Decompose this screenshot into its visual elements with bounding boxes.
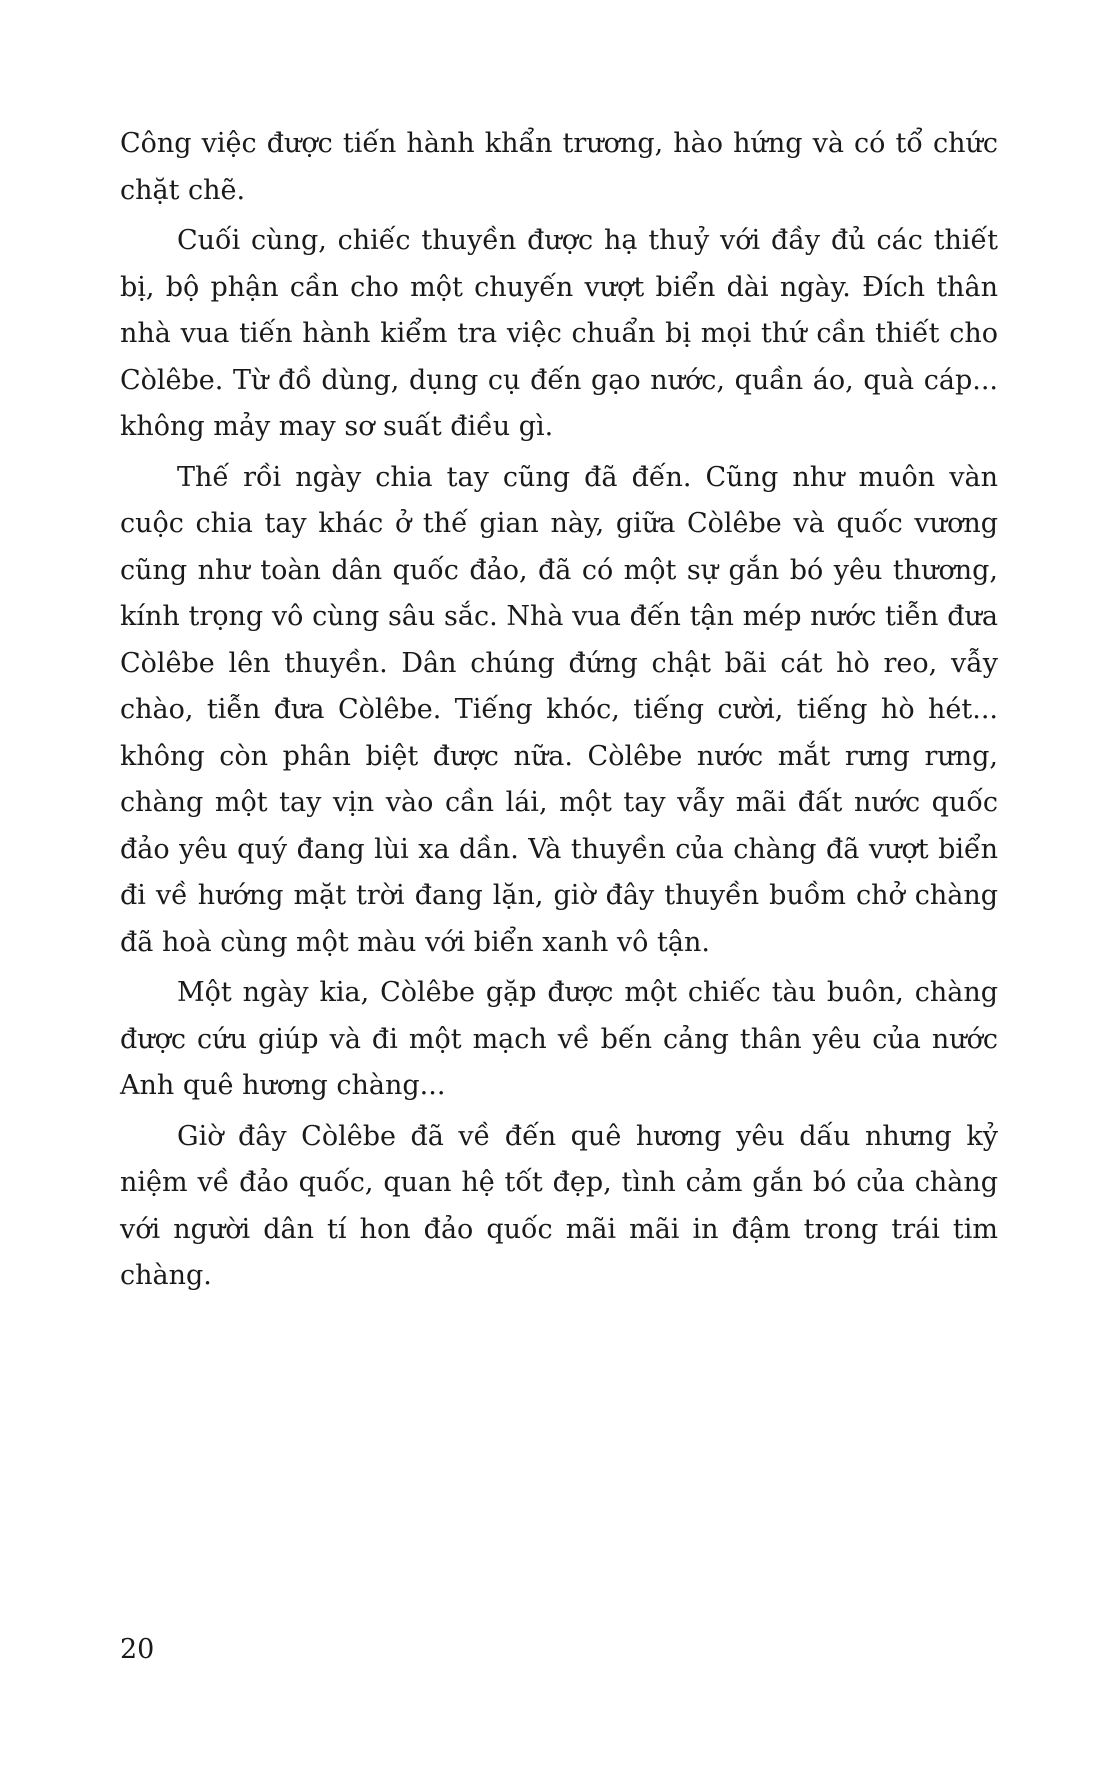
paragraph-5: Giờ đây Còlêbe đã về đến quê hương yêu dấu nhưng kỷ niệm về đảo quốc, quan hệ tốt đẹp, tình cảm gắn bó của chàng với người dân tí hon đảo quốc mãi mãi in đậm trong trái tim chàng. bbox=[120, 1120, 998, 1291]
paragraph-4: Một ngày kia, Còlêbe gặp được một chiếc tàu buôn, chàng được cứu giúp và đi một mạch về bến cảng thân yêu của nước Anh quê hương chàng... bbox=[120, 977, 998, 1101]
page-body-text bbox=[120, 121, 998, 1304]
paragraph-3: Thế rồi ngày chia tay cũng đã đến. Cũng như muôn vàn cuộc chia tay khác ở thế gian này, giữa Còlêbe và quốc vương cũng như toàn dân quốc đảo, đã có một sự gắn bó yêu thương, kính trọng vô cùng sâu sắc. Nhà vua đến tận mép nước tiễn đưa Còlêbe lên thuyền. Dân chúng đứng chật bãi cát hò reo, vẫy chào, tiễn đưa Còlêbe. Tiếng khóc, tiếng cười, tiếng hò hét... không còn phân biệt được nữa. Còlêbe nước mắt rưng rưng, chàng một tay vịn vào cần lái, một tay vẫy mãi đất nước quốc đảo yêu quý đang lùi xa dần. Và thuyền của chàng đã vượt biển đi về hướng mặt trời đang lặn, giờ đây thuyền buồm chở chàng đã hoà cùng một màu với biển xanh vô tận. bbox=[120, 461, 998, 958]
paragraph-2: Cuối cùng, chiếc thuyền được hạ thuỷ với đầy đủ các thiết bị, bộ phận cần cho một chuyến vượt biển dài ngày. Đích thân nhà vua tiến hành kiểm tra việc chuẩn bị mọi thứ cần thiết cho Còlêbe. Từ đồ dùng, dụng cụ đến gạo nước, quần áo, quà cáp... không mảy may sơ suất điều gì. bbox=[120, 225, 998, 442]
page-number: 20 bbox=[120, 1634, 155, 1665]
paragraph-1: Công việc được tiến hành khẩn trương, hào hứng và có tổ chức chặt chẽ. bbox=[120, 128, 998, 206]
